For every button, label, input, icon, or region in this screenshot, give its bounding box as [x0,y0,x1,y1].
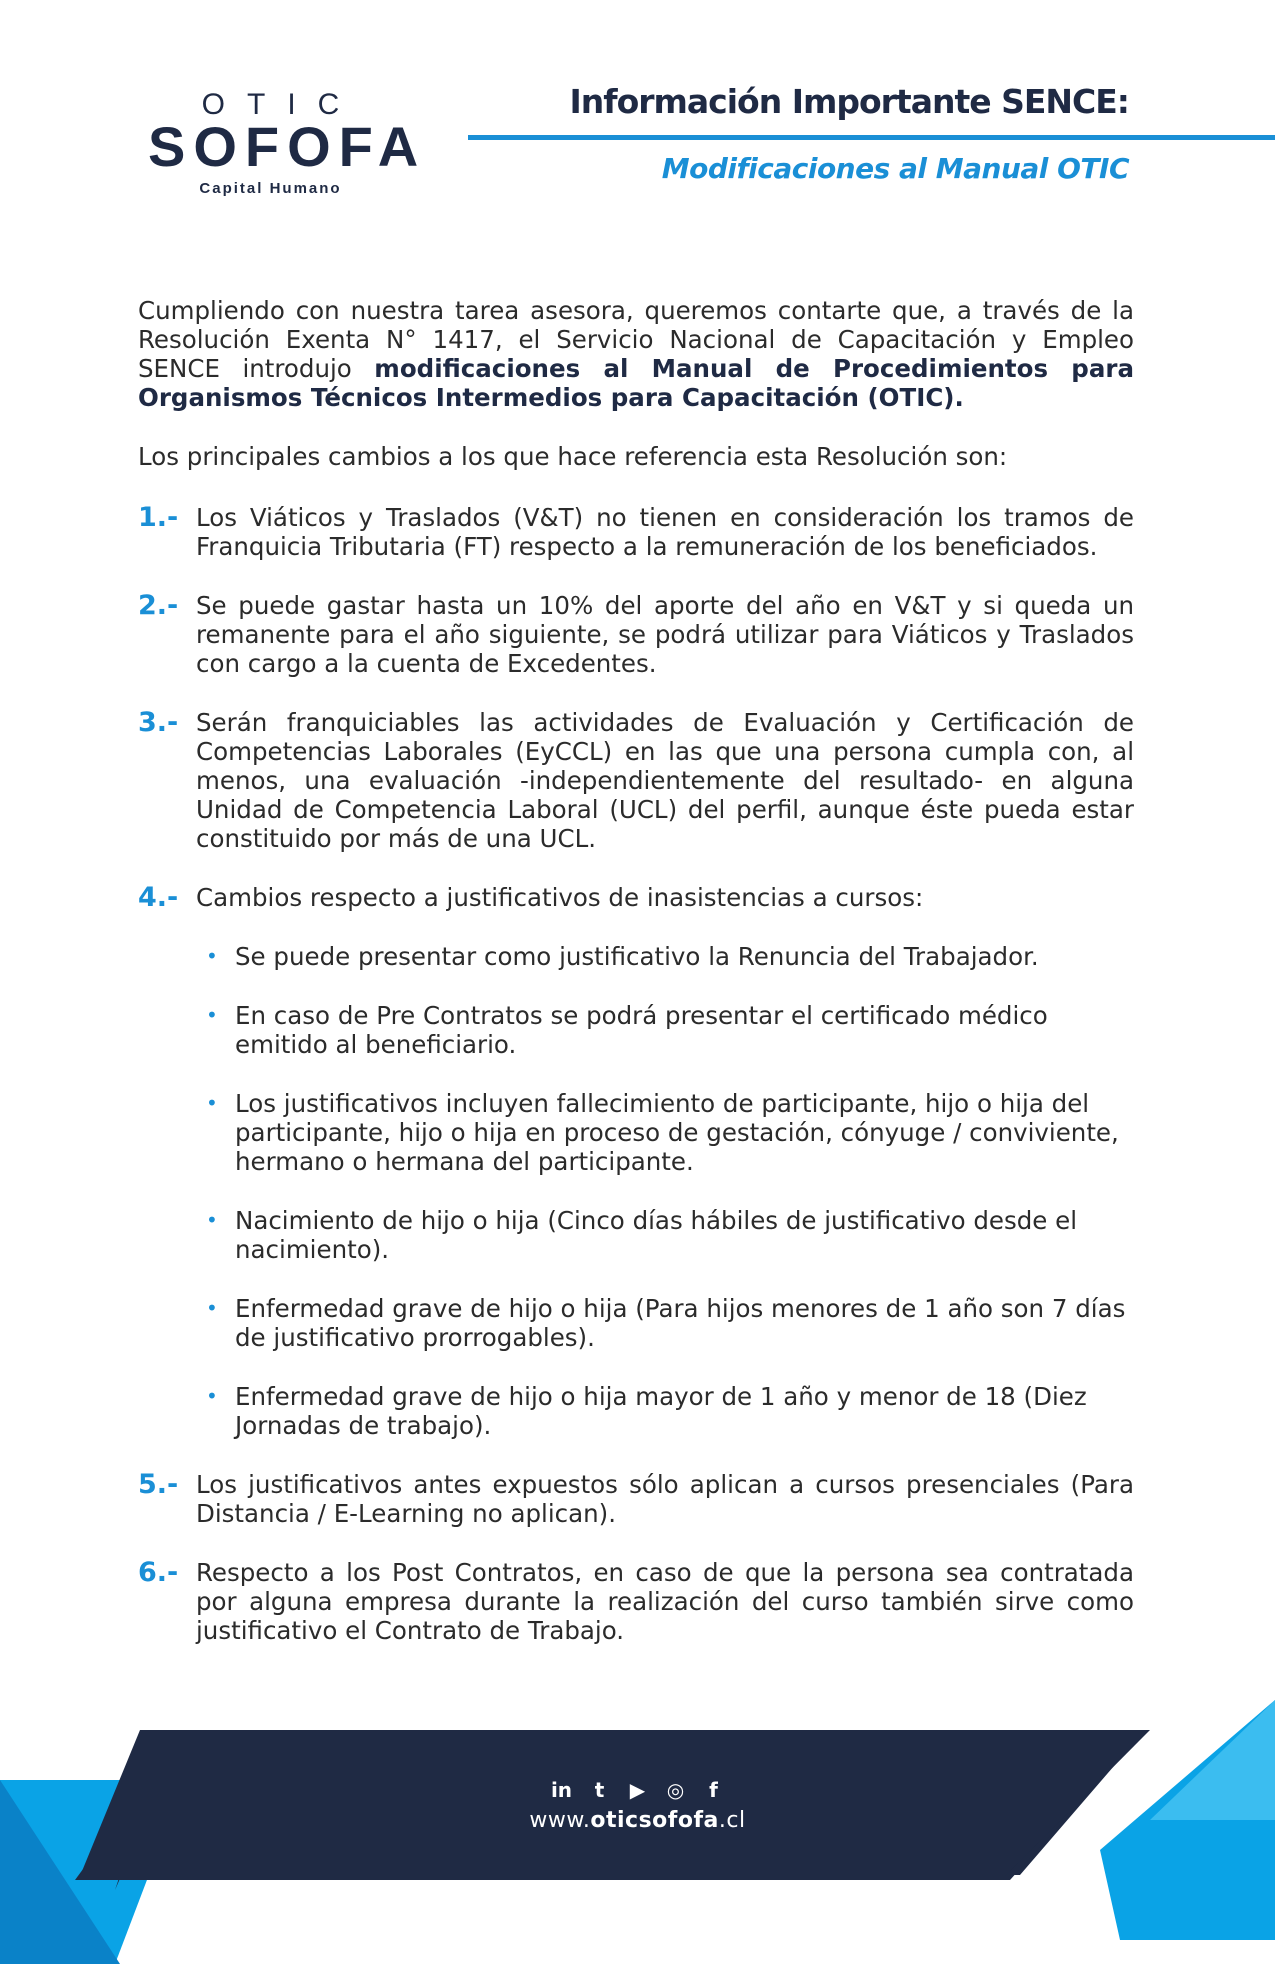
facebook-icon[interactable]: f [709,1778,718,1802]
lead-paragraph: Los principales cambios a los que hace referencia esta Resolución son: [138,442,1008,471]
url-domain: oticsofofa [590,1808,719,1833]
website-link[interactable] [0,1808,1275,1833]
bullet-dot-icon: • [206,1091,218,1115]
item-number: 2.- [138,590,179,621]
justification-bullet-list [138,942,1134,1440]
item-number: 5.- [138,1469,179,1500]
item-text: Respecto a los Post Contratos, en caso de que la persona sea contratada por alguna empresa durante la realización del curso también sirve como justificativo el Contrato de Trabajo. [196,1558,1134,1645]
intro-bold-text: modificaciones al Manual de Procedimientos para Organismos Técnicos Intermedios para Capacitación (OTIC). [138,354,1134,412]
list-item [138,708,1134,853]
bullet-text: Los justificativos incluyen fallecimiento de participante, hijo o hija del participante, hijo o hija en proceso de gestación, cónyuge / conviviente, hermano o hermana del participante. [235,1089,1119,1176]
bullet-text: Enfermedad grave de hijo o hija (Para hijos menores de 1 año son 7 días de justificativo prorrogables). [235,1294,1126,1352]
list-item [138,1558,1134,1645]
bullet-text: Enfermedad grave de hijo o hija mayor de 1 año y menor de 18 (Diez Jornadas de trabajo). [235,1382,1087,1440]
logo-otic-text: OTIC [201,88,362,121]
bullet-item [138,942,1134,971]
intro-text: Cumpliendo con nuestra tarea asesora, queremos contarte que, a través de la Resolución Exenta N° 1417, el Servicio Nacional de Capacitación y Empleo SENCE introdujo [138,296,1134,383]
item-text: Cambios respecto a justificativos de inasistencias a cursos: [196,883,924,912]
bullet-item [138,1001,1134,1059]
list-item [138,883,1134,912]
bullet-dot-icon: • [206,1208,218,1232]
list-item [138,1470,1134,1528]
bullet-item [138,1206,1134,1264]
bullet-dot-icon: • [206,944,218,968]
list-item [138,503,1134,561]
bullet-text: En caso de Pre Contratos se podrá presentar el certificado médico emitido al beneficiario. [235,1001,1048,1059]
bullet-text: Se puede presentar como justificativo la Renuncia del Trabajador. [235,942,1039,971]
bullet-text: Nacimiento de hijo o hija (Cinco días hábiles de justificativo desde el nacimiento). [235,1206,1078,1264]
otic-sofofa-logo [148,88,427,197]
bullet-dot-icon: • [206,1296,218,1320]
url-prefix: www. [529,1808,591,1833]
social-icons [0,1778,1275,1802]
list-item [138,591,1134,678]
footer-right-highlight [1150,1700,1275,1820]
bullet-item [138,1089,1134,1176]
item-number: 4.- [138,882,179,913]
intro-paragraph [138,296,1134,412]
page-subtitle: Modificaciones al Manual OTIC [661,152,1129,185]
url-suffix: .cl [718,1808,746,1833]
item-text: Los Viáticos y Traslados (V&T) no tienen en consideración los tramos de Franquicia Tributaria (FT) respecto a la remuneración de los beneficiados. [196,503,1134,561]
page-title: Información Importante SENCE: [569,82,1129,121]
instagram-icon[interactable]: ◎ [666,1778,685,1802]
bullet-dot-icon: • [206,1003,218,1027]
item-number: 3.- [138,707,179,738]
item-text: Los justificativos antes expuestos sólo aplican a cursos presenciales (Para Distancia / E-Learning no aplican). [196,1470,1134,1528]
twitter-icon[interactable]: t [594,1778,605,1802]
bullet-item [138,1294,1134,1352]
youtube-icon[interactable]: ▶ [629,1778,646,1802]
item-text: Serán franquiciables las actividades de Evaluación y Certificación de Competencias Laborales (EyCCL) en las que una persona cumpla con, al menos, una evaluación -independientemente del resultado- en alguna Unidad de Competencia Laboral (UCL) del perfil, aunque éste pueda estar constituido por más de una UCL. [196,708,1134,853]
logo-sofofa-text: SOFOFA [148,115,427,178]
document-body [138,296,1134,1645]
logo-subtitle: Capital Humano [199,180,342,197]
item-text: Se puede gastar hasta un 10% del aporte del año en V&T y si queda un remanente para el año siguiente, se podrá utilizar para Viáticos y Traslados con cargo a la cuenta de Excedentes. [196,591,1134,678]
linkedin-icon[interactable]: in [550,1778,573,1802]
bullet-item [138,1382,1134,1440]
item-number: 6.- [138,1557,179,1588]
bullet-dot-icon: • [206,1384,218,1408]
item-number: 1.- [138,502,179,533]
header-divider [468,135,1275,140]
